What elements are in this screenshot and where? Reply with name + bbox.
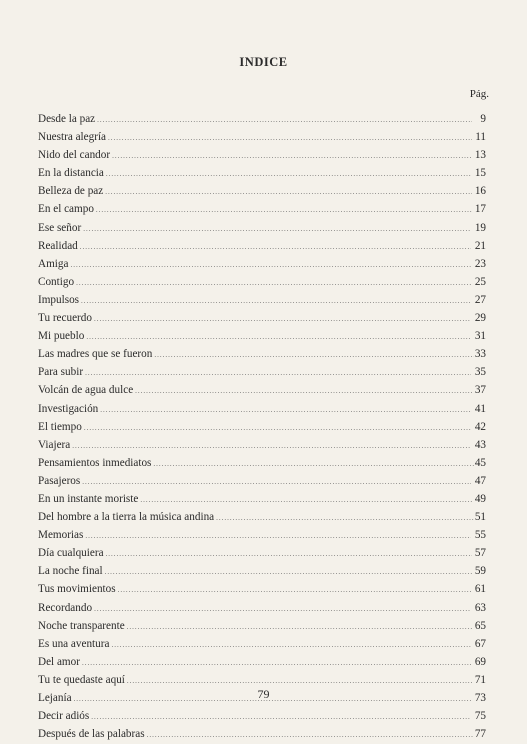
toc-entry bbox=[38, 400, 486, 418]
toc-entry bbox=[38, 309, 486, 327]
toc-entry-page: 73 bbox=[474, 692, 486, 704]
dot-leader bbox=[94, 600, 471, 618]
toc-entry-page: 27 bbox=[474, 293, 486, 306]
toc-entry-title: Nido del candor bbox=[38, 149, 111, 162]
toc-entry-title: Pasajeros bbox=[38, 474, 81, 487]
toc-entry bbox=[38, 562, 486, 580]
toc-entry bbox=[38, 146, 486, 164]
toc-entry-page: 61 bbox=[474, 583, 486, 596]
toc-entry bbox=[38, 110, 486, 128]
dot-leader bbox=[82, 654, 471, 672]
toc-entry bbox=[38, 544, 486, 562]
toc-entry-page: 77 bbox=[474, 728, 486, 741]
toc-entry-title: Día cualquiera bbox=[38, 547, 104, 560]
toc-entry bbox=[38, 580, 486, 598]
toc-entry bbox=[38, 472, 486, 490]
toc-entry-page: 25 bbox=[474, 275, 486, 288]
page-number: 79 bbox=[257, 687, 270, 701]
toc-entry-page: 15 bbox=[474, 167, 486, 180]
toc-entry-title: En un instante moriste bbox=[38, 492, 139, 505]
toc-entry-page: 23 bbox=[474, 257, 486, 270]
toc-entry-title: Noche transparente bbox=[38, 619, 125, 632]
toc-entry-page: 29 bbox=[474, 312, 486, 325]
toc-entry-title: Tus movimientos bbox=[38, 583, 116, 596]
toc-entry-page: 42 bbox=[474, 420, 486, 433]
toc-entry-page: 67 bbox=[474, 637, 486, 650]
toc-entry-page: 69 bbox=[474, 655, 486, 668]
dot-leader bbox=[216, 509, 475, 527]
toc-entry-page: 47 bbox=[474, 474, 486, 487]
toc-entry-page: 21 bbox=[474, 239, 486, 252]
dot-leader bbox=[127, 618, 473, 636]
toc-entry-page: 65 bbox=[474, 619, 486, 632]
toc-entry-title: Decir adiós bbox=[38, 710, 90, 723]
toc-entry-title: Belleza de paz bbox=[38, 185, 104, 198]
toc-entry-title: Impulsos bbox=[38, 293, 80, 306]
toc-entry-page: 43 bbox=[474, 438, 486, 451]
toc-entry bbox=[38, 363, 486, 381]
toc-entry-title: Viajera bbox=[38, 438, 71, 451]
dot-leader bbox=[83, 220, 471, 238]
toc-entry-page: 17 bbox=[474, 203, 486, 216]
toc-entry bbox=[38, 653, 486, 671]
toc-entry bbox=[38, 454, 486, 472]
toc-entry-title: Del amor bbox=[38, 655, 80, 668]
toc-entry-page: 63 bbox=[474, 601, 486, 614]
toc-entry-title: Amiga bbox=[38, 257, 69, 270]
toc-entry-title: Después de las palabras bbox=[38, 728, 145, 741]
toc-entry-title: Tu te quedaste aquí bbox=[38, 673, 125, 686]
dot-leader bbox=[81, 292, 471, 310]
toc-entry bbox=[38, 418, 486, 436]
dot-leader bbox=[153, 455, 473, 473]
toc-entry bbox=[38, 128, 486, 146]
toc-entry bbox=[38, 617, 486, 635]
toc-entry-title: Memorias bbox=[38, 529, 84, 542]
dot-leader bbox=[70, 256, 470, 274]
toc-entry-title: Las madres que se fueron bbox=[38, 348, 153, 361]
toc-entry bbox=[38, 381, 486, 399]
toc-entry-title: En la distancia bbox=[38, 167, 104, 180]
dot-leader bbox=[140, 491, 473, 509]
toc-entry-title: Mi pueblo bbox=[38, 330, 85, 343]
dot-leader bbox=[97, 111, 471, 129]
dot-leader bbox=[91, 708, 471, 726]
toc-entry bbox=[38, 327, 486, 345]
dot-leader bbox=[85, 364, 471, 382]
toc-entry bbox=[38, 707, 486, 725]
toc-entry bbox=[38, 526, 486, 544]
table-of-contents bbox=[38, 110, 486, 743]
toc-entry bbox=[38, 182, 486, 200]
toc-entry-title: Investigación bbox=[38, 402, 99, 415]
toc-entry bbox=[38, 436, 486, 454]
toc-entry bbox=[38, 273, 486, 291]
toc-entry bbox=[38, 291, 486, 309]
toc-entry-title: Contigo bbox=[38, 275, 75, 288]
toc-entry-title: Pensamientos inmediatos bbox=[38, 456, 152, 469]
toc-entry-page: 45 bbox=[474, 456, 486, 469]
toc-entry-page: 49 bbox=[474, 492, 486, 505]
toc-entry bbox=[38, 345, 486, 363]
toc-entry bbox=[38, 255, 486, 273]
toc-entry-page: 51 bbox=[474, 511, 486, 524]
toc-entry-page: 35 bbox=[474, 366, 486, 379]
dot-leader bbox=[105, 563, 472, 581]
toc-entry-page: 55 bbox=[474, 529, 486, 542]
dot-leader bbox=[82, 473, 471, 491]
dot-leader bbox=[105, 183, 472, 201]
toc-entry-title: Desde la paz bbox=[38, 113, 96, 125]
dot-leader bbox=[76, 274, 471, 292]
toc-entry-title: Realidad bbox=[38, 239, 78, 252]
toc-entry-page: 57 bbox=[474, 547, 486, 560]
toc-entry-title: Recordando bbox=[38, 601, 93, 614]
dot-leader bbox=[135, 382, 473, 400]
dot-leader bbox=[80, 238, 471, 256]
toc-entry-title: Lejanía bbox=[38, 692, 72, 704]
page-column-label: Pág. bbox=[469, 88, 489, 100]
dot-leader bbox=[106, 165, 472, 183]
dot-leader bbox=[154, 346, 473, 364]
toc-entry-title: La noche final bbox=[38, 565, 103, 578]
dot-leader bbox=[100, 401, 471, 419]
dot-leader bbox=[106, 545, 472, 563]
toc-entry-page: 13 bbox=[474, 149, 486, 162]
toc-entry-title: Del hombre a la tierra la música andina bbox=[38, 511, 215, 524]
dot-leader bbox=[96, 201, 472, 219]
toc-entry-page: 16 bbox=[474, 185, 486, 198]
toc-entry bbox=[38, 599, 486, 617]
dot-leader bbox=[147, 726, 474, 744]
toc-entry-title: Volcán de agua dulce bbox=[38, 384, 134, 397]
toc-entry-page: 19 bbox=[474, 221, 486, 234]
toc-entry-title: Para subir bbox=[38, 366, 84, 379]
toc-entry bbox=[38, 164, 486, 182]
toc-entry bbox=[38, 490, 486, 508]
dot-leader bbox=[118, 581, 473, 599]
toc-entry bbox=[38, 237, 486, 255]
toc-entry bbox=[38, 200, 486, 218]
toc-entry-title: Nuestra alegría bbox=[38, 131, 107, 144]
toc-entry-page: 9 bbox=[480, 113, 486, 125]
dot-leader bbox=[72, 437, 470, 455]
toc-entry-page: 59 bbox=[474, 565, 486, 578]
dot-leader bbox=[85, 527, 471, 545]
index-title: INDICE bbox=[239, 55, 288, 69]
dot-leader bbox=[108, 129, 472, 147]
dot-leader bbox=[84, 419, 471, 437]
toc-entry bbox=[38, 219, 486, 237]
toc-entry-page: 11 bbox=[475, 131, 486, 144]
toc-entry-title: En el campo bbox=[38, 203, 94, 216]
toc-entry-page: 71 bbox=[474, 673, 486, 686]
toc-entry-page: 31 bbox=[474, 330, 486, 343]
toc-entry-title: El tiempo bbox=[38, 420, 82, 433]
dot-leader bbox=[86, 328, 471, 346]
toc-entry bbox=[38, 508, 486, 526]
dot-leader bbox=[111, 636, 472, 654]
toc-entry-title: Tu recuerdo bbox=[38, 312, 92, 325]
dot-leader bbox=[94, 310, 472, 328]
toc-entry-page: 37 bbox=[474, 384, 486, 397]
dot-leader bbox=[112, 147, 472, 165]
toc-entry-page: 75 bbox=[474, 710, 486, 723]
toc-entry-title: Es una aventura bbox=[38, 637, 110, 650]
toc-entry-page: 41 bbox=[474, 402, 486, 415]
toc-entry bbox=[38, 635, 486, 653]
toc-entry bbox=[38, 725, 486, 743]
toc-entry-title: Ese señor bbox=[38, 221, 82, 234]
toc-entry-page: 33 bbox=[474, 348, 486, 361]
